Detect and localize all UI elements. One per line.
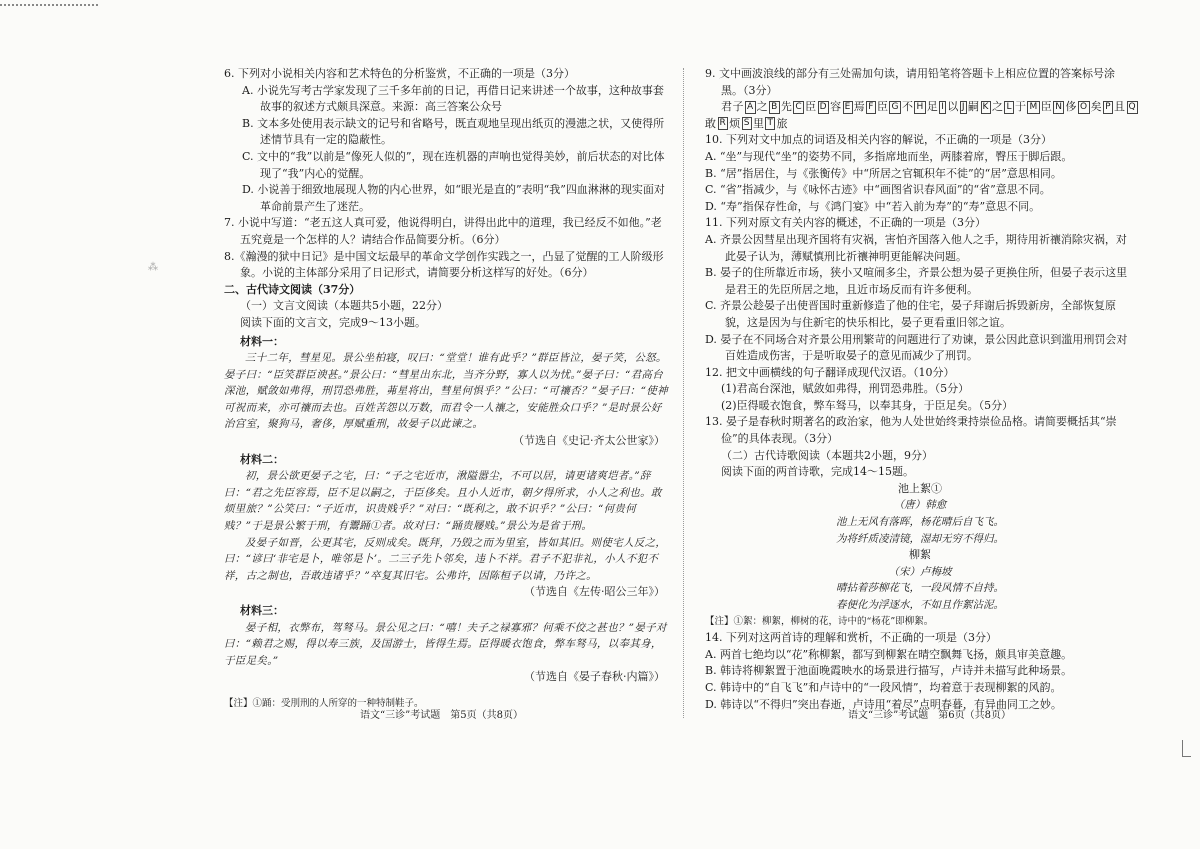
answer-label-box: I [941, 101, 945, 112]
page-divider [683, 68, 684, 718]
material-1-title: 材料一： [240, 334, 284, 348]
question-10-option-b: B. “居”指居住，与《张衡传》中“所居之官辄积年不徙”的“居”意思相同。 [705, 166, 1062, 180]
question-6-option-d: D. 小说善于细致地展现人物的内心世界，如“眼光是直的”表明“我”四血淋淋的现实面对革命前景产生了迷茫。 [242, 183, 665, 213]
question-14-option-c: C. 韩诗中的“自飞飞”和卢诗中的“一段风情”，均着意于表现柳絮的风韵。 [705, 680, 1062, 694]
question-6-option-a: A. 小说先写考古学家发现了三千多年前的日记，再借日记来讲述一个故事，这种故事套故事的叙述方式颇具深意。来源：高三答案公众号 [242, 83, 664, 114]
answer-character: 旅 [776, 116, 788, 130]
poem-footnote: 【注】①絮：柳絮，柳树的花，诗中的“杨花”即柳絮。 [705, 615, 934, 627]
answer-label-box: J [961, 101, 966, 112]
answer-label-box: K [982, 101, 989, 112]
answer-character: 嗣 [968, 100, 980, 114]
material-1-text: 三十二年，彗星见。景公坐柏寝，叹曰：“堂堂！谁有此乎？”群臣皆泣，晏子笑，公怒。晏子曰：“臣笑群臣谀甚。”景公曰：“彗星出东北，当齐分野，寡人以为忧。”晏子曰：“君高台深池，赋敛如弗得，刑罚恐弗胜，茀星将出，彗星何惧乎？”公曰：“可禳否？”晏子曰：“使神可祝而来，亦可禳而去也。百姓苦怨以万数，而君令一人禳之，安能胜众口乎？”是时景公好治宫室，聚狗马，奢侈，厚赋重刑，故晏子以此谏之。 [224, 352, 668, 431]
corner-crop-mark [1182, 740, 1191, 757]
reading-instruction: 阅读下面的文言文，完成9～13小题。 [240, 315, 426, 329]
material-3-title: 材料三： [240, 604, 284, 617]
answer-label-box: A [747, 101, 754, 112]
answer-character: 里 [752, 116, 765, 130]
question-9-answer-line-2 [705, 116, 1135, 133]
answer-label-box: D [819, 101, 828, 112]
answer-character: 以 [947, 100, 959, 114]
material-2-title: 材料二： [240, 452, 284, 466]
question-14-option-d: D. 韩诗以“不得归”突出春逝，卢诗用“着尽”点明春暮，有异曲同工之妙。 [705, 697, 1062, 711]
subsection-1-heading: （一）文言文阅读（本题共5小题，22分） [240, 299, 448, 313]
answer-label-box: M [1029, 101, 1038, 112]
answer-label-box: O [1079, 101, 1088, 112]
answer-character: 不 [901, 100, 914, 114]
page-6 [705, 66, 1135, 713]
poem-1-line-1: 池上无风有落晖，杨花晴后自飞飞。 [836, 516, 1004, 529]
answer-character: 子 [732, 100, 744, 114]
answer-character: 烦 [729, 116, 741, 130]
answer-character: 且 [1114, 100, 1126, 114]
subsection-2-heading: （二）古代诗歌阅读（本题共2小题，9分） [721, 448, 933, 462]
answer-label-box: L [1006, 101, 1012, 112]
answer-character: 臣 [805, 100, 817, 114]
answer-label-box: B [771, 101, 778, 112]
question-11-option-c: C. 齐景公趁晏子出使晋国时重新修造了他的住宅，晏子拜谢后拆毁新房，全部恢复原貌，这是因为与住新宅的快乐相比，晏子更看重旧邻之谊。 [705, 299, 1117, 329]
question-10-option-c: C. “省”指减少，与《咏怀古迹》中“画图省识春风面”的“省”意思不同。 [705, 183, 1051, 197]
question-12-sentence-1: (1)君高台深池，赋敛如弗得，刑罚恐弗胜。（5分） [721, 382, 970, 396]
question-14-option-a: A. 两首七绝均以“花”称柳絮，都写到柳絮在晴空飘舞飞扬，颇具审美意趣。 [705, 647, 1073, 661]
question-6-option-c: C. 文中的“我”以前是“像死人似的”，现在连机器的声响也觉得美妙，前后状态的对比体现了“我”内心的觉醒。 [242, 149, 665, 180]
answer-label-box: S [743, 118, 750, 129]
page-5 [224, 66, 669, 713]
poem-1-line-2: 为将纤质凌清镜，湿却无穷不得归。 [836, 532, 1004, 545]
answer-label-box: H [916, 101, 924, 112]
answer-character: 于 [1014, 100, 1027, 114]
question-10-option-a: A. “坐”与现代“坐”的姿势不同，多指席地而坐，两膝着席，臀压于脚后跟。 [705, 149, 1073, 163]
question-11-option-a: A. 齐景公因彗星出现齐国将有灾祸，害怕齐国落入他人之手，期待用祈禳消除灾祸，对此晏子认为，薄赋慎刑比祈禳神明更能解决问题。 [705, 232, 1127, 263]
section-2-heading: 二、古代诗文阅读（37分） [224, 282, 361, 296]
answer-character: 君 [721, 100, 733, 114]
page-5-footer: 语文“三诊”考试题 第5页（共8页） [360, 710, 523, 721]
page-6-footer: 语文“三诊”考试题 第6页（共8页） [848, 710, 1011, 721]
question-9-answer-line-1 [705, 99, 1135, 116]
poem-1-title: 池上絮① [898, 481, 942, 495]
answer-label-box: F [868, 101, 874, 112]
poem-2-title: 柳絮 [909, 548, 931, 562]
material-2-paragraph-1: 初，景公欲更晏子之宅，曰：“子之宅近市，湫隘嚣尘，不可以居，请更诸爽垲者。”辞曰：“君之先臣容焉，臣不足以嗣之，于臣侈矣。且小人近市，朝夕得所求，小人之利也。敢烦里旅？”公笑曰：“子近市，识贵贱乎？”对曰：“既利之，敢不识乎？”公曰：“何贵何贱？”于是景公繁于刑，有鬻踊①者。故对曰：“踊贵屦贱。”景公为是省于刑。 [224, 470, 662, 533]
answer-label-box: G [891, 101, 899, 112]
question-7: 7. 小说中写道：“老五这人真可爱，他说得明白，讲得出此中的道理，我已经反不如他。”老五究竟是一个怎样的人？请结合作品简要分析。（6分） [224, 216, 662, 246]
question-9-stem: 9. 文中画波浪线的部分有三处需加句读，请用铅笔将答题卡上相应位置的答案标号涂黑。（3分） [705, 67, 1115, 97]
question-10-option-d: D. “寿”指保存性命，与《鸿门宴》中“若入前为寿”的“寿”意思不同。 [705, 199, 1041, 213]
answer-character: 臣 [1040, 100, 1053, 114]
question-8: 8.《瀚漫的狱中日记》是中国文坛最早的革命文学创作实践之一，凸显了觉醒的工人阶级形象。小说的主体部分采用了日记形式，请简要分析这样写的好处。（6分） [224, 249, 664, 280]
poem-2-line-1: 晴拈着莎柳花飞，一段风情不自持。 [836, 582, 1004, 595]
question-11-option-d: D. 晏子在不同场合对齐景公用刑繁苛的问题进行了劝谏，景公因此意识到滥用刑罚会对百姓造成伤害，于是听取晏子的意见而减少了刑罚。 [705, 332, 1128, 363]
answer-label-box: C [795, 101, 803, 112]
question-6-option-b: B. 文本多处使用表示缺文的记号和省略号，既直观地呈现出纸页的漫漶之状，又使得所述情节具有一定的隐蔽性。 [242, 116, 665, 147]
poem-2-author: （宋）卢梅坡 [888, 565, 952, 578]
answer-character: 侈 [1065, 100, 1077, 114]
poem-2-line-2: 春便化为浮逐水，不如且作絮沾泥。 [836, 599, 1004, 611]
answer-label-box: P [1105, 101, 1111, 112]
answer-character: 敢 [705, 116, 717, 130]
answer-character: 足 [926, 100, 939, 114]
binding-mark: ⁂ [148, 262, 158, 273]
question-6-stem: 6. 下列对小说相关内容和艺术特色的分析鉴赏，不正确的一项是（3分） [224, 67, 575, 80]
answer-character: 之 [991, 100, 1004, 114]
answer-character: 矣 [1090, 100, 1103, 114]
material-3-source: （节选自《晏子春秋·内篇》） [524, 670, 665, 684]
answer-character: 焉 [853, 100, 866, 114]
question-11-option-b: B. 晏子的住所靠近市场，狭小又喧闹多尘，齐景公想为晏子更换住所，但晏子表示这里是君王的先臣所居之地，且近市场反而有许多便利。 [705, 266, 1128, 296]
answer-label-box: Q [1128, 101, 1137, 112]
answer-character: 先 [780, 100, 793, 114]
poem-1-author: （唐）韩愈 [893, 499, 947, 512]
question-10-stem: 10. 下列对文中加点的词语及相关内容的解说，不正确的一项是（3分） [705, 133, 1052, 147]
footnote: 【注】①踊：受刖刑的人所穿的一种特制鞋子。 [224, 697, 424, 709]
material-1-source: （节选自《史记·齐太公世家》） [513, 434, 665, 448]
question-11-stem: 11. 下列对原文有关内容的概述，不正确的一项是（3分） [705, 216, 986, 230]
answer-character: 之 [756, 100, 769, 114]
answer-character: 容 [830, 100, 842, 114]
question-14-option-b: B. 韩诗将柳絮置于池面晚霞映水的场景进行描写，卢诗并未描写此种场景。 [705, 664, 1073, 678]
question-14-stem: 14. 下列对这两首诗的理解和赏析，不正确的一项是（3分） [705, 631, 997, 645]
material-3-text: 晏子相，衣弊布，驾驽马。景公见之曰：“嘻！夫子之禄寡邪？何乘不佼之甚也？”晏子对曰：“赖君之赐，得以寿三族，及国游士，皆得生焉。臣得暖衣饱食，弊车驽马，以奉其身，于臣足矣。” [224, 621, 667, 667]
question-13: 13. 晏子是春秋时期著名的政治家，他为人处世始终秉持崇俭品格。请简要概括其“崇俭”的具体表现。（3分） [705, 415, 1117, 446]
material-2-paragraph-2: 及晏子如晋，公更其宅，反则成矣。既拜，乃毁之而为里室，皆如其旧。则使宅人反之，曰：“谚曰‘非宅是卜，唯邻是卜’。二三子先卜邻矣，违卜不祥。君子不犯非礼，小人不犯不祥，古之制也，吾敢违诸乎？”卒复其旧宅。公弗许，因陈桓子以请，乃许之。 [224, 536, 667, 582]
answer-label-box: N [1055, 101, 1063, 112]
poetry-instruction: 阅读下面的两首诗歌，完成14～15题。 [721, 465, 914, 479]
material-2-source: （节选自《左传·昭公三年》） [524, 585, 665, 599]
question-12-stem: 12. 把文中画横线的句子翻译成现代汉语。（10分） [705, 365, 955, 379]
answer-character: 臣 [876, 100, 889, 114]
answer-label-box: E [844, 101, 851, 112]
scan-edge-mark [0, 4, 98, 6]
answer-label-box: T [767, 118, 774, 129]
answer-label-box: R [719, 118, 727, 129]
question-12-sentence-2: (2)臣得暖衣饱食，弊车驽马，以奉其身，于臣足矣。（5分） [721, 398, 1014, 412]
